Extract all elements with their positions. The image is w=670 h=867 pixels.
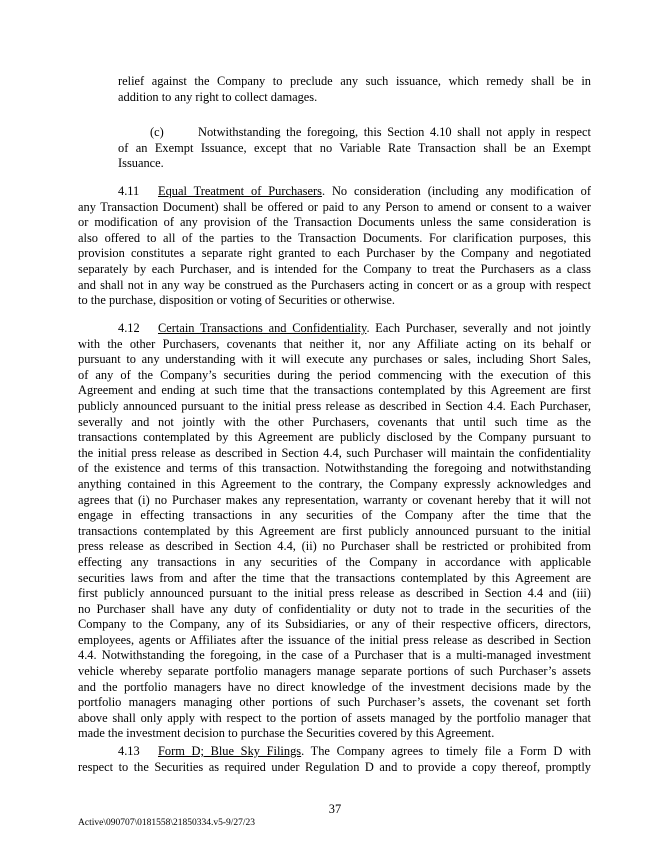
document-footer-id: Active\090707\0181558\21850334.v5-9/27/23 bbox=[78, 818, 256, 828]
text-line: any Transaction Document) shall be offered or paid to any Person to amend or consent to a waiver bbox=[78, 199, 591, 214]
section-number: 4.12 bbox=[118, 321, 140, 335]
text-line: agrees that (i) no Purchaser makes any representation, warranty or covenant hereby that it will not bbox=[78, 492, 591, 507]
text-line: severally and not jointly with the other Purchasers, covenants that until such time as the bbox=[78, 414, 591, 429]
text-line: also offered to all of the parties to the Transaction Documents. For clarification purposes, this bbox=[78, 230, 591, 245]
section-text: . The Company agrees to timely file a Form D with bbox=[301, 744, 592, 758]
text-line: effecting any transactions in any securities of the Company in accordance with applicable bbox=[78, 554, 591, 569]
text-line: press release as described in Section 4.4, (ii) no Purchaser shall be restricted or prohibited from bbox=[78, 539, 591, 554]
text-line: addition to any right to collect damages. bbox=[118, 89, 318, 104]
text-line: no Purchaser shall have any duty of confidentiality or duty not to trade in the securities of the bbox=[78, 601, 591, 616]
text-line: or modification of any provision of the Transaction Documents unless the same consideration is bbox=[78, 215, 591, 230]
subsection-text: Notwithstanding the foregoing, this Section 4.10 shall not apply in respect bbox=[198, 125, 591, 139]
text-line: above shall only apply with respect to the portion of assets managed by the portfolio manager that bbox=[78, 710, 591, 725]
text-line: of the existence and terms of this transaction. Notwithstanding the foregoing and notwithstanding bbox=[78, 461, 591, 476]
text-line: provision constitutes a separate right granted to each Purchaser by the Company and negotiated bbox=[78, 246, 591, 261]
text-line: 4.4. Notwithstanding the foregoing, in the case of a Purchaser that is a multi-managed investment bbox=[78, 648, 591, 663]
subsection-c bbox=[118, 125, 591, 172]
text-line bbox=[118, 125, 591, 141]
section-number: 4.13 bbox=[118, 744, 140, 758]
text-line: with the other Purchasers, covenants that neither it, nor any Affiliate acting on its behalf or bbox=[78, 336, 591, 351]
section-heading: Form D; Blue Sky Filings bbox=[158, 744, 302, 758]
section-number: 4.11 bbox=[118, 184, 140, 198]
continuation-paragraph bbox=[118, 74, 591, 105]
text-line: transactions contemplated by this Agreement are first publicly announced pursuant to the initial bbox=[78, 523, 591, 538]
page-number: 37 bbox=[328, 802, 342, 816]
text-line: of an Exempt Issuance, except that no Variable Rate Transaction shall be an Exempt bbox=[118, 140, 591, 155]
text-line bbox=[78, 744, 591, 760]
section-heading: Equal Treatment of Purchasers bbox=[158, 184, 322, 198]
text-line: and the portfolio managers have no direct knowledge of the investment decisions made by the bbox=[78, 679, 591, 694]
text-line: first publicly announced pursuant to the initial press release as described in Section 4.4 and (iii) bbox=[78, 586, 591, 601]
text-line: securities laws from and after the time that the transactions contemplated by this Agreement are bbox=[78, 570, 591, 585]
section-4-13 bbox=[78, 744, 591, 775]
text-line: separately by each Purchaser, and is intended for the Company to treat the Purchasers as a class bbox=[78, 261, 591, 276]
text-line: anything contained in this Agreement to the contrary, the Company expressly acknowledges and bbox=[78, 476, 591, 491]
section-4-12 bbox=[78, 321, 591, 742]
text-line: of any of the Company’s securities during the period commencing with the execution of this bbox=[78, 367, 591, 382]
text-line: respect to the Securities as required under Regulation D and to provide a copy thereof, promptly bbox=[78, 759, 591, 774]
section-text: . No consideration (including any modification of bbox=[321, 184, 591, 198]
text-line: to the purchase, disposition or voting of Securities or otherwise. bbox=[78, 293, 395, 308]
text-line: and shall not in any way be construed as the Purchasers acting in concert or as a group with respect bbox=[78, 277, 591, 292]
text-line: pursuant to any understanding with it will execute any purchases or sales, including Short Sales, bbox=[78, 352, 591, 367]
text-line: the initial press release as described in Section 4.4, such Purchaser will maintain the confidentiality bbox=[78, 445, 591, 460]
text-line: portfolio managers managing other portions of such Purchaser’s assets, the covenant set forth bbox=[78, 695, 591, 710]
text-line: relief against the Company to preclude any such issuance, which remedy shall be in bbox=[118, 74, 591, 88]
text-line: made the investment decision to purchase the Securities covered by this Agreement. bbox=[78, 726, 495, 741]
text-line: Issuance. bbox=[118, 156, 164, 171]
text-line: engage in effecting transactions in any securities of the Company after the time that the bbox=[78, 508, 591, 523]
text-line: vehicle whereby separate portfolio managers manage separate portions of such Purchaser’s assets bbox=[78, 664, 591, 679]
text-line: transactions contemplated by this Agreement are publicly disclosed by the Company pursuant to bbox=[78, 430, 591, 445]
text-line: Agreement and ending at such time that the transactions contemplated by this Agreement are first bbox=[78, 383, 591, 398]
text-line bbox=[78, 184, 591, 200]
section-4-11 bbox=[78, 184, 591, 309]
text-line: publicly announced pursuant to the initial press release as described in Section 4.4. Each Purchaser, bbox=[78, 398, 591, 413]
section-text: . Each Purchaser, severally and not jointly bbox=[366, 321, 591, 335]
subsection-label: (c) bbox=[150, 125, 164, 139]
section-heading: Certain Transactions and Confidentiality bbox=[158, 321, 367, 335]
text-line: employees, agents or Affiliates after the issuance of the initial press release as described in Section bbox=[78, 632, 591, 647]
text-line bbox=[78, 321, 591, 337]
text-line: Company to the Company, any of its Subsidiaries, or any of their respective officers, directors, bbox=[78, 617, 591, 632]
